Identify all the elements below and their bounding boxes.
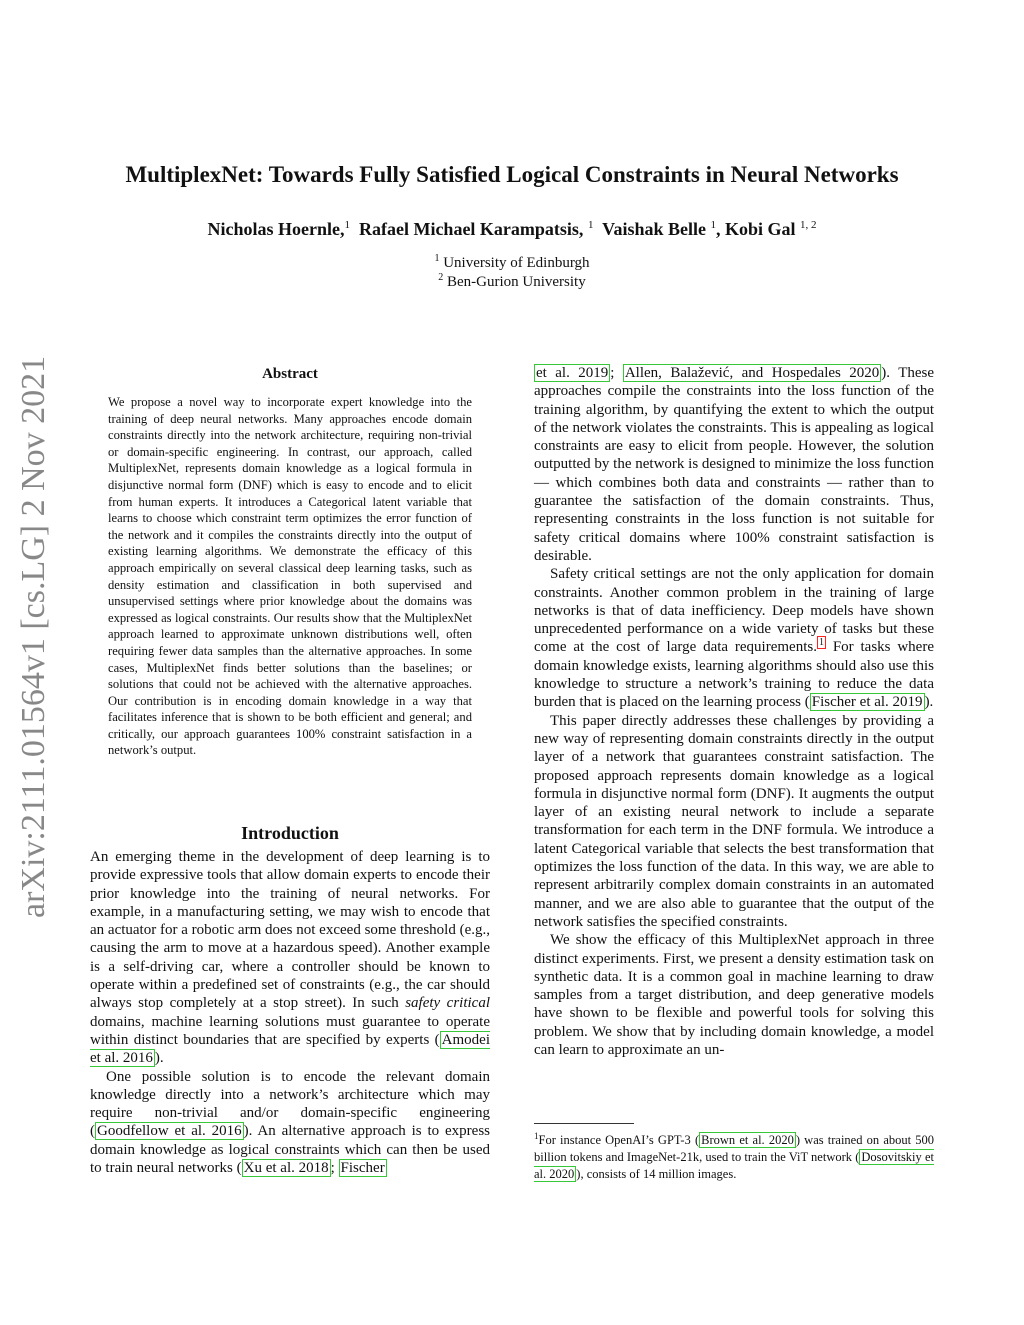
text-run: ). These approaches compile the constraints into the loss function of the training algorithm, by quantifying the extent to which the output of the network violates the constraints. This is appealing as logical constraints are easy to elicit from people. However, the solution outputted by the network is designed to minimize the loss function — which combines both data and constraints — rather than to guarantee the satisfaction of the domain constraints. Thus, representing constraints in the loss function is not suitable for safety critical domains where 100% constraint satisfaction is desirable. [534, 365, 935, 564]
citation-link[interactable]: Allen, Balažević, and Hospedales 2020 [624, 365, 880, 381]
author-name: Vaishak Belle [602, 219, 706, 239]
footnote-divider [534, 1123, 634, 1124]
paragraph [90, 848, 490, 1068]
affiliation [0, 268, 1024, 292]
text-run: ) was trained on about 500 billion tokens and ImageNet-21k, used to train the ViT network ( [534, 1133, 935, 1165]
text-run: For tasks where domain knowledge exists, learning algorithms should also use this knowledge to structure a network’s training to reduce the data burden that is placed on the learning process ( [534, 639, 934, 711]
left-column-body [90, 848, 490, 1177]
text-run: Safety critical settings are not the only application for domain constraints. Another common problem in the training of large networks is that of data inefficiency. Deep models have shown unprecedented performance on a wide variety of tasks but these come at the cost of large data requirements. [534, 566, 934, 656]
author-affiliation-mark: 1, 2 [800, 219, 817, 231]
citation-link[interactable]: Brown et al. 2020 [701, 1133, 794, 1148]
text-run: For instance OpenAI’s GPT-3 ( [538, 1133, 700, 1148]
footnote-mark: 1 [534, 1131, 539, 1141]
text-run: ), consists of 14 million images. [576, 1167, 737, 1182]
text-run: ). [154, 1050, 164, 1067]
text-run: ). An alternative approach is to express domain knowledge as logical constraints which can then be used to train neural networks ( [90, 1123, 491, 1177]
text-run: One possible solution is to encode the relevant domain knowledge directly into a network’s architecture which may require non-trivial and/or domain-specific engineering ( [90, 1068, 490, 1140]
citation-link[interactable]: et al. 2019 [536, 365, 609, 381]
author-name: Nicholas Hoernle, [207, 219, 345, 239]
emphasis: safety critical [405, 995, 490, 1012]
citation-link[interactable]: Amodei et al. 2016 [90, 1031, 490, 1067]
affiliation-mark: 2 [438, 272, 444, 283]
right-column-body [534, 364, 934, 1059]
citation-link[interactable]: Goodfellow et al. 2016 [97, 1123, 242, 1140]
paragraph: This paper directly addresses these challenges by providing a new way of representing domain constraints directly in the output layer of a network that guarantees constraint satisfaction. The proposed approach represents domain knowledge as a logical formula in disjunctive normal form (DNF). It augments the output layer of an existing neural network to include a separate transformation for each term in the DNF formula. We introduce a latent Categorical variable that selects the best transformation that optimizes the loss function of the data. In this way, we are able to represent arbitrarily complex domain constraints in an automated manner, and we are also able to guarantee that the output of the network satisfies the specified constraints. [534, 712, 934, 930]
author-affiliation-mark: 1 [344, 219, 350, 231]
paragraph: We show the efficacy of this MultiplexNet approach in three distinct experiments. First, we present a density estimation task on synthetic data. It is a common goal in machine learning to draw samples from a target distribution, and deep generative models have shown to be flexible and powerful tools for solving this problem. We show that by including domain knowledge, a model can learn to approximate an un- [534, 932, 934, 1058]
citation-link[interactable]: Fischer [340, 1160, 385, 1177]
text-run: domains, machine learning solutions must guarantee to operate within distinct boundaries that are specified by experts ( [90, 1013, 490, 1048]
author-name: , Kobi Gal [716, 219, 796, 239]
paper-title: MultiplexNet: Towards Fully Satisfied Logical Constraints in Neural Networks [125, 162, 899, 187]
citation-link[interactable]: Xu et al. 2018 [243, 1160, 329, 1177]
footnote [534, 1128, 934, 1183]
author-name: Rafael Michael Karampatsis, [358, 219, 584, 239]
footnote-reference-link[interactable]: 1 [818, 637, 824, 649]
author-affiliation-mark: 1 [710, 219, 716, 231]
citation-link[interactable]: Fischer et al. 2019 [811, 694, 923, 711]
abstract-text: We propose a novel way to incorporate expert knowledge into the training of deep neural networks. Many approaches encode domain constraints directly into the network architecture, requiring non-trivial or domain-specific engineering. In contrast, our approach, called MultiplexNet, represents domain knowledge as a logical formula in disjunctive normal form (DNF) which is easy to encode and to elicit from human experts. It introduces a Categorical latent variable that learns to choose which constraint term optimizes the error function of the network and it compiles the constraints directly into the output of existing learning algorithms. We demonstrate the efficacy of this approach empirically on several classical deep learning tasks, such as density estimation and classification in both supervised and unsupervised settings where prior knowledge about the domains was expressed as logical constraints. Our results show that the MultiplexNet approach learned to approximate unknown distributions well, often requiring fewer data samples than the alternative approaches. In some cases, MultiplexNet finds better solutions than the baselines; or solutions that could not be achieved with the alternative approaches. Our contribution is in encoding domain knowledge in a way that facilitates inference that is shown to be both efficient and general; and critically, our approach guarantees 100% constraint satisfaction in a network’s output. [108, 395, 472, 758]
citation-link[interactable]: Dosovitskiy et al. 2020 [534, 1150, 934, 1182]
author-affiliation-mark: 1 [587, 219, 594, 231]
text-run: An emerging theme in the development of deep learning is to provide expressive tools that allow domain experts to encode their prior knowledge into the training of neural networks. For example, in a manufacturing setting, we may wish to encode that an actuator for a robotic arm does not exceed some threshold (e.g., causing the arm to move at a hazardous speed). Another example is a self-driving car, where a controller should be known to operate within a predefined set of constraints (e.g., the car should always stop completely at a stop street). In such [90, 849, 490, 1012]
text-run: ; [610, 365, 623, 381]
introduction-heading: Introduction [241, 823, 339, 843]
author-list [0, 213, 1024, 241]
paragraph [90, 1068, 490, 1178]
affiliation-name: Ben-Gurion University [447, 274, 586, 290]
paragraph [534, 364, 934, 565]
text-run: ; [330, 1160, 339, 1177]
affiliation-mark: 1 [434, 253, 440, 264]
text-run: ). [924, 694, 934, 711]
arxiv-identifier: arXiv:2111.01564v1 [cs.LG] 2 Nov 2021 [15, 355, 52, 918]
paragraph [534, 565, 934, 711]
abstract-heading: Abstract [262, 366, 318, 382]
affiliation-name: University of Edinburgh [443, 255, 590, 271]
